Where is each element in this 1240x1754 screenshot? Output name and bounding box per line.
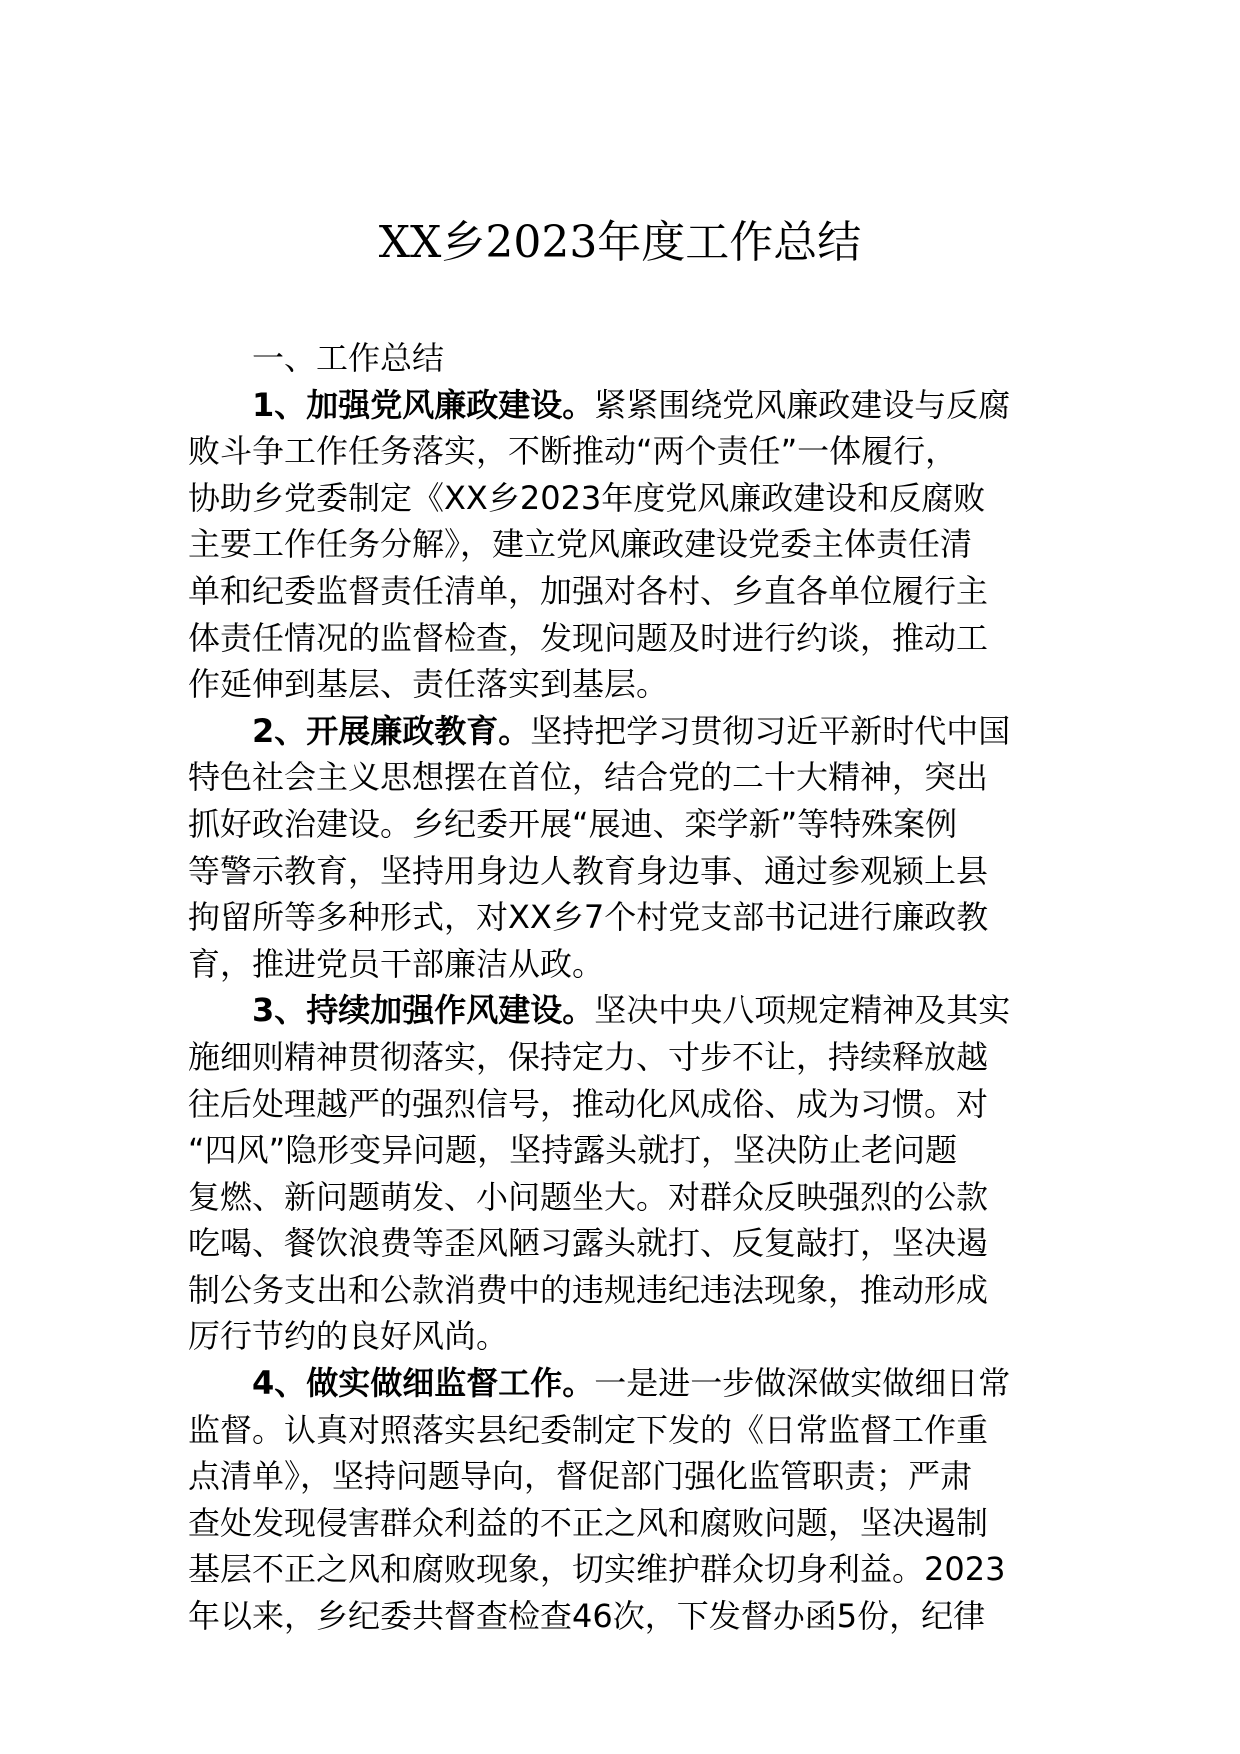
paragraph-heading: 2、开展廉政教育。 — [252, 711, 531, 750]
section-heading: 一、工作总结 — [252, 339, 445, 377]
paragraph-line: 吃喝、餐饮浪费等歪风陋习露头就打、反复敲打，坚决遏 — [188, 1224, 989, 1263]
paragraph-heading: 4、做实做细监督工作。 — [252, 1364, 595, 1403]
paragraph-heading: 1、加强党风廉政建设。 — [252, 385, 595, 424]
paragraph-text: 坚决中央八项规定精神及其实 — [594, 991, 1011, 1030]
paragraph-line: 拘留所等多种形式，对XX乡7个村党支部书记进行廉政教 — [188, 898, 989, 937]
paragraph-2 — [188, 708, 1052, 988]
document-body — [188, 335, 1052, 1640]
paragraph-line: “四风”隐形变异问题，坚持露头就打，坚决防止老问题 — [188, 1131, 958, 1170]
paragraph-line: 复燃、新问题萌发、小问题坐大。对群众反映强烈的公款 — [188, 1177, 989, 1216]
paragraph-line: 体责任情况的监督检查，发现问题及时进行约谈，推动工 — [188, 618, 989, 657]
paragraph-text: 紧紧围绕党风廉政建设与反腐 — [594, 385, 1011, 424]
paragraph-line: 往后处理越严的强烈信号，推动化风成俗、成为习惯。对 — [188, 1084, 989, 1123]
paragraph-line: 点清单》，坚持问题导向，督促部门强化监管职责；严肃 — [188, 1457, 973, 1496]
document-title: XX乡2023年度工作总结 — [378, 217, 862, 268]
paragraph-line: 单和纪委监督责任清单，加强对各村、乡直各单位履行主 — [188, 571, 989, 610]
paragraph-first-line — [188, 1360, 1052, 1407]
paragraph-line: 败斗争工作任务落实，不断推动“两个责任”一体履行， — [188, 432, 958, 471]
paragraph-1 — [188, 382, 1052, 708]
paragraph-3 — [188, 987, 1052, 1360]
paragraph-line: 作延伸到基层、责任落实到基层。 — [188, 665, 669, 704]
paragraph-heading: 3、持续加强作风建设。 — [252, 991, 595, 1030]
paragraph-first-line — [188, 987, 1052, 1034]
paragraph-line: 查处发现侵害群众利益的不正之风和腐败问题，坚决遏制 — [188, 1503, 989, 1542]
paragraph-line: 厉行节约的良好风尚。 — [188, 1317, 509, 1356]
paragraph-line: 施细则精神贯彻落实，保持定力、寸步不让，持续释放越 — [188, 1037, 989, 1076]
paragraph-line: 基层不正之风和腐败现象，切实维护群众切身利益。2023 — [188, 1550, 1006, 1589]
paragraph-line: 制公务支出和公款消费中的违规违纪违法现象，推动形成 — [188, 1270, 989, 1309]
paragraph-text: 一是进一步做深做实做细日常 — [594, 1364, 1011, 1403]
paragraph-line: 特色社会主义思想摆在首位，结合党的二十大精神，突出 — [188, 758, 989, 797]
paragraph-line: 监督。认真对照落实县纪委制定下发的《日常监督工作重 — [188, 1410, 989, 1449]
paragraph-line: 育，推进党员干部廉洁从政。 — [188, 944, 605, 983]
paragraph-4 — [188, 1360, 1052, 1640]
paragraph-line: 协助乡党委制定《XX乡2023年度党风廉政建设和反腐败 — [188, 478, 986, 517]
paragraph-line: 年以来，乡纪委共督查检查46次，下发督办函5份，纪律 — [188, 1597, 986, 1636]
paragraph-line: 主要工作任务分解》，建立党风廉政建设党委主体责任清 — [188, 525, 973, 564]
paragraph-text: 坚持把学习贯彻习近平新时代中国 — [530, 711, 1011, 750]
paragraph-line: 等警示教育，坚持用身边人教育身边事、通过参观颍上县 — [188, 851, 989, 890]
paragraph-first-line — [188, 382, 1052, 429]
paragraph-first-line — [188, 708, 1052, 755]
paragraph-line: 抓好政治建设。乡纪委开展“展迪、栾学新”等特殊案例 — [188, 804, 958, 843]
